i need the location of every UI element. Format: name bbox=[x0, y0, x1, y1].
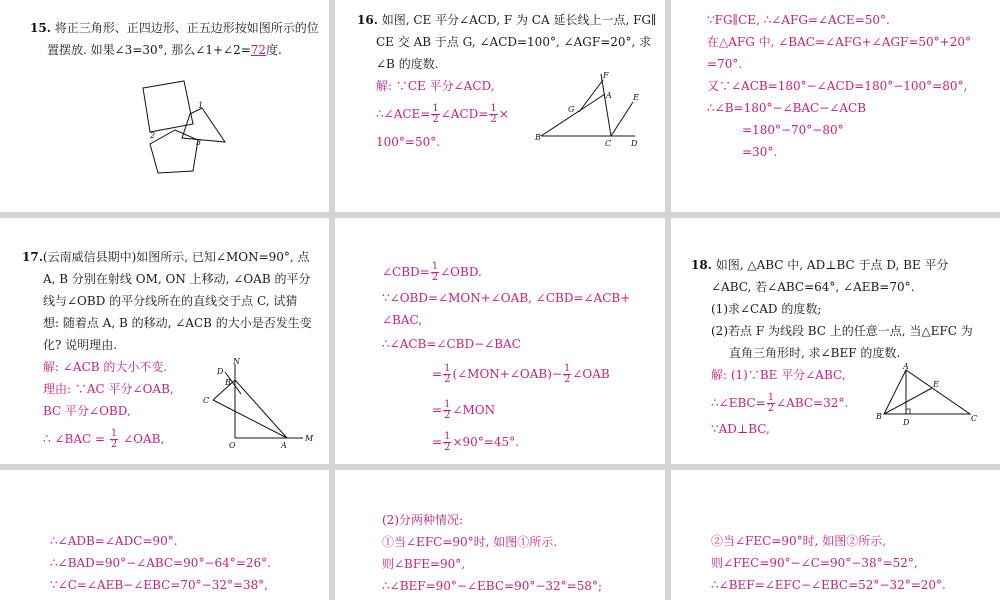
point-label-d: D bbox=[903, 418, 910, 427]
problem-18-line2: ∠ABC, 若∠ABC=64°, ∠AEB=70°. bbox=[711, 280, 915, 294]
angle-label-1: 1 bbox=[198, 101, 204, 110]
point-label-b: B bbox=[876, 412, 882, 421]
point-label-o: O bbox=[229, 441, 236, 450]
problem-16-line3: ∠B 的度数. bbox=[376, 57, 439, 71]
fraction-half: $\frac{1}{2}$ bbox=[432, 103, 439, 125]
solution-17-line9: = $\frac{1}{2}$ (∠MON+∠OAB)− $\frac{1}{2}$ ∠OAB bbox=[432, 363, 610, 385]
point-label-c: C bbox=[203, 396, 210, 405]
fraction-half: $\frac{1}{2}$ bbox=[110, 428, 118, 450]
solution-17-line10: = $\frac{1}{2}$ ∠MON bbox=[432, 399, 496, 421]
problem-18-line1: 18. 如图, △ABC 中, AD⊥BC 于点 D, BE 平分 bbox=[691, 258, 949, 272]
angle-label-2: 2 bbox=[150, 131, 156, 140]
problem-16-figure bbox=[535, 70, 645, 150]
point-label-d: D bbox=[217, 367, 224, 376]
solution-16-line1: 解: ∵CE 平分∠ACD, bbox=[376, 79, 495, 93]
problem-17-line2: A, B 分别在射线 OM, ON 上移动, ∠OAB 的平分 bbox=[43, 272, 311, 286]
problem-18-card bbox=[671, 218, 1000, 464]
point-label-g: G bbox=[568, 105, 575, 114]
problem-16-line1: 16. 如图, CE 平分∠ACD, F 为 CA 延长线上一点, FG∥ bbox=[357, 13, 657, 27]
solution-18-line2: ∴∠EBC= $\frac{1}{2}$ ∠ABC=32°. bbox=[711, 392, 849, 414]
point-label-e: E bbox=[633, 93, 639, 102]
solution-16-line7: 又∵∠ACB=180°−∠ACD=180°−100°=80°, bbox=[707, 79, 968, 93]
solution-17-continued-card bbox=[335, 218, 665, 464]
solution-18-part2-continued-card bbox=[671, 470, 1000, 600]
solution-16-line4: ∵FG∥CE, ∴∠AFG=∠ACE=50°. bbox=[707, 13, 890, 27]
problem-18-figure bbox=[876, 363, 981, 428]
problem-17-line3: 线与∠OBD 的平分线所在的直线交于点 C, 试猜 bbox=[43, 294, 298, 308]
solution-16-line8: ∴∠B=180°−∠BAC−∠ACB bbox=[707, 101, 867, 115]
solution-18-line10: ∴∠BEF=90°−∠EBC=90°−32°=58°; bbox=[382, 579, 603, 593]
solution-18-line1: 解: (1)∵BE 平分∠ABC, bbox=[711, 368, 846, 382]
point-label-d: D bbox=[631, 139, 638, 148]
problem-15-line1: 15. 将正三角形、正四边形、正五边形按如图所示的位 bbox=[30, 21, 319, 35]
problem-17-card bbox=[0, 218, 329, 464]
solution-16-line3: 100°=50°. bbox=[376, 135, 441, 149]
problem-15-figure bbox=[140, 78, 230, 178]
solution-18-line13: ∴∠BEF=∠EFC−∠EBC=52°−32°=20°. bbox=[711, 578, 946, 592]
solution-17-line4: ∴ ∠BAC = $\frac{1}{2}$ ∠OAB, bbox=[43, 428, 165, 450]
point-label-c: C bbox=[605, 139, 612, 148]
point-label-a: A bbox=[606, 91, 612, 100]
solution-17-line3: BC 平分∠OBD, bbox=[43, 404, 131, 418]
solution-18-line11: ②当∠FEC=90°时, 如图②所示, bbox=[711, 534, 887, 548]
solution-18-line4: ∴∠ADB=∠ADC=90°. bbox=[50, 534, 178, 548]
point-label-c: C bbox=[971, 414, 978, 423]
problem-15-answer: 72 bbox=[250, 43, 267, 57]
solution-16-continued-card bbox=[671, 0, 1000, 212]
problem-15-line2: 置摆放. 如果∠3=30°, 那么∠1+∠2=72度. bbox=[47, 43, 282, 57]
fraction-half: $\frac{1}{2}$ bbox=[490, 103, 497, 125]
problem-18-line5: 直角三角形时, 求∠BEF 的度数. bbox=[729, 346, 901, 360]
solution-18-line12: 则∠FEC=90°−∠C=90°−38°=52°, bbox=[711, 556, 918, 570]
point-label-b: B bbox=[225, 378, 231, 387]
problem-16-card bbox=[335, 0, 665, 212]
point-label-b: B bbox=[535, 133, 541, 142]
solution-17-line11: = $\frac{1}{2}$ ×90°=45°. bbox=[432, 431, 519, 453]
point-label-f: F bbox=[603, 71, 609, 80]
solution-18-line9: 则∠BFE=90°, bbox=[382, 557, 466, 571]
point-label-n: N bbox=[233, 357, 240, 366]
solution-18-continued-card bbox=[0, 470, 329, 600]
solution-17-line1: 解: ∠ACB 的大小不变. bbox=[43, 360, 168, 374]
solution-17-line7: ∠BAC, bbox=[382, 313, 423, 327]
problem-17-figure bbox=[195, 358, 315, 448]
solution-16-line2: ∴∠ACE= $\frac{1}{2}$ ∠ACD= $\frac{1}{2}$ × bbox=[376, 103, 509, 125]
solution-16-line9: =180°−70°−80° bbox=[742, 123, 844, 137]
point-label-a: A bbox=[903, 362, 909, 371]
problem-17-line1: 17.(云南威信县期中)如图所示, 已知∠MON=90°, 点 bbox=[22, 250, 310, 264]
solution-18-line8: ①当∠EFC=90°时, 如图①所示. bbox=[382, 535, 558, 549]
problem-18-line3: (1)求∠CAD 的度数; bbox=[711, 302, 822, 316]
solution-18-line7: (2)分两种情况: bbox=[382, 513, 464, 527]
problem-16-line2: CE 交 AB 于点 G, ∠ACD=100°, ∠AGF=20°, 求 bbox=[376, 35, 652, 49]
solution-18-line5: ∴∠BAD=90°−∠ABC=90°−64°=26°. bbox=[50, 556, 271, 570]
point-label-e: E bbox=[933, 380, 939, 389]
problem-17-line4: 想: 随着点 A, B 的移动, ∠ACB 的大小是否发生变 bbox=[43, 316, 312, 330]
point-label-a: A bbox=[281, 441, 287, 450]
problem-18-line4: (2)若点 F 为线段 BC 上的任意一点, 当△EFC 为 bbox=[711, 324, 973, 338]
solution-17-line2: 理由: ∵AC 平分∠OAB, bbox=[43, 382, 174, 396]
fraction-half: $\frac{1}{2}$ bbox=[767, 392, 775, 414]
solution-18-line6: ∵∠C=∠AEB−∠EBC=70°−32°=38°, bbox=[50, 578, 269, 592]
point-label-m: M bbox=[305, 434, 314, 443]
solution-17-line5: ∠CBD= $\frac{1}{2}$ ∠OBD. bbox=[382, 261, 482, 283]
solution-16-line5: 在△AFG 中, ∠BAC=∠AFG+∠AGF=50°+20° bbox=[707, 35, 971, 49]
angle-label-3: 3 bbox=[196, 138, 202, 147]
solution-16-line10: =30°. bbox=[742, 145, 778, 159]
problem-15-card bbox=[0, 0, 329, 212]
solution-17-line8: ∴∠ACB=∠CBD−∠BAC bbox=[382, 337, 521, 351]
solution-18-part2-card bbox=[335, 470, 665, 600]
solution-16-line6: =70°. bbox=[707, 57, 743, 71]
problem-17-line5: 化? 说明理由. bbox=[43, 338, 118, 352]
solution-18-line3: ∵AD⊥BC, bbox=[711, 422, 770, 436]
solution-17-line6: ∵∠OBD=∠MON+∠OAB, ∠CBD=∠ACB+ bbox=[382, 291, 631, 305]
